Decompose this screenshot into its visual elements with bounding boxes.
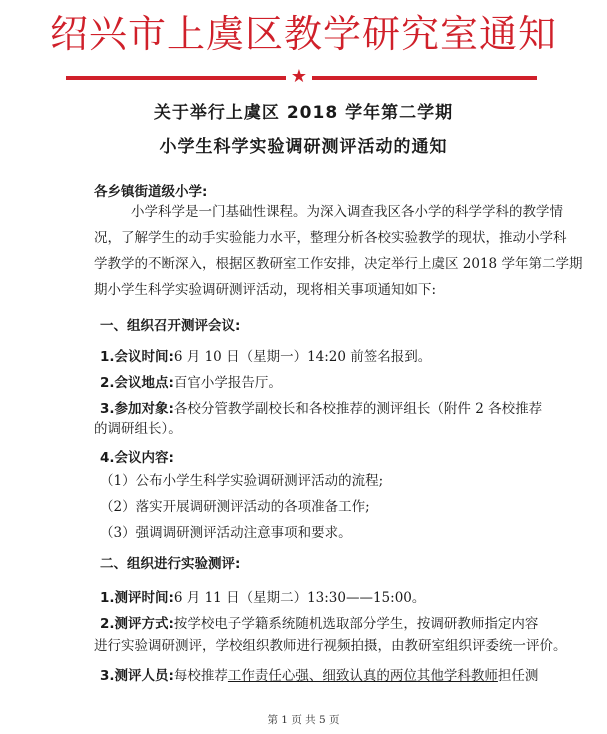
addressee: 各乡镇街道级小学: <box>94 184 208 200</box>
doc-title-line2: 小学生科学实验调研测评活动的通知 <box>159 137 448 157</box>
doc-title-line1: 关于举行上虞区 2018 学年第二学期 <box>153 103 454 123</box>
star-icon: ★ <box>290 66 308 87</box>
meeting-content-label: 4.会议内容: <box>100 450 174 466</box>
header-title: 绍兴市上虞区教学研究室通知 <box>49 12 557 56</box>
meeting-content-item: （2）落实开展调研测评活动的各项准备工作; <box>100 499 370 515</box>
intro-line-1: 小学科学是一门基础性课程。为深入调查我区各小学的科学学科的教学情 <box>131 204 563 220</box>
test-method <box>100 612 538 632</box>
meeting-attendees-value-2: 的调研组长）。 <box>94 421 182 437</box>
meeting-content-item: （1）公布小学生科学实验调研测评活动的流程; <box>100 473 384 489</box>
test-staff-label: 3.测评人员: <box>100 668 174 684</box>
test-method-value-1: 按学校电子学籍系统随机选取部分学生，按调研教师指定内容 <box>173 616 539 632</box>
meeting-time-label: 1.会议时间: <box>100 349 174 365</box>
header-rule-left <box>66 76 286 80</box>
test-staff-value-post: 担任测 <box>497 668 539 684</box>
test-staff <box>100 664 538 684</box>
meeting-content-item: （3）强调调研测评活动注意事项和要求。 <box>100 525 352 541</box>
page-number: 第 1 页 共 5 页 <box>267 714 340 726</box>
test-time-value: 6 月 11 日（星期二）13:30——15:00。 <box>173 590 426 606</box>
meeting-place-label: 2.会议地点: <box>100 375 174 391</box>
test-method-value-2: 进行实验调研测评，学校组织教师进行视频拍摄，由教研室组织评委统一评价。 <box>94 638 567 654</box>
test-staff-value-pre: 每校推荐 <box>173 668 228 684</box>
section1-heading: 一、组织召开测评会议: <box>100 318 241 334</box>
meeting-time-value: 6 月 10 日（星期一）14:20 前签名报到。 <box>173 349 432 365</box>
test-staff-value-underlined: 工作责任心强、细致认真的两位其他学科教师 <box>227 668 498 684</box>
test-time-label: 1.测评时间: <box>100 590 174 606</box>
header-rule-right <box>312 76 537 80</box>
test-time <box>100 586 425 606</box>
section2-heading: 二、组织进行实验测评: <box>100 556 241 572</box>
intro-line-3: 学教学的不断深入，根据区教研室工作安排，决定举行上虞区 2018 学年第二学期 <box>94 256 583 272</box>
test-method-label: 2.测评方式: <box>100 616 174 632</box>
meeting-attendees-label: 3.参加对象: <box>100 401 174 417</box>
intro-line-4: 期小学生科学实验调研测评活动，现将相关事项通知如下: <box>94 282 437 298</box>
meeting-attendees-value-1: 各校分管教学副校长和各校推荐的测评组长（附件 2 各校推荐 <box>173 401 543 417</box>
meeting-place <box>100 371 282 391</box>
meeting-time <box>100 345 431 365</box>
meeting-place-value: 百官小学报告厅。 <box>173 375 282 391</box>
intro-line-2: 况，了解学生的动手实验能力水平，整理分析各校实验教学的现状，推动小学科 <box>94 230 567 246</box>
meeting-attendees <box>100 397 542 417</box>
